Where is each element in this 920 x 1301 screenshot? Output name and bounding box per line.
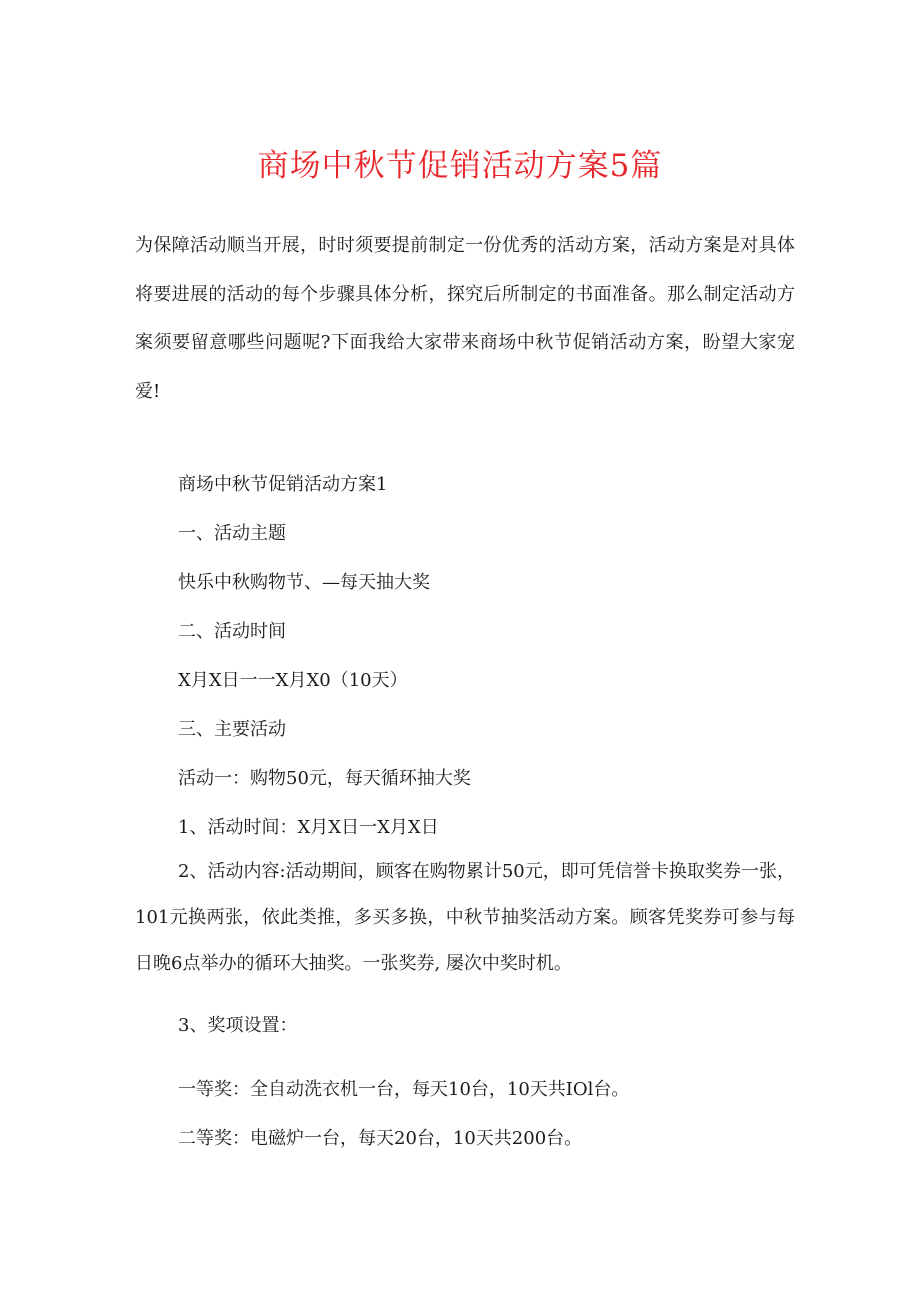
- activity-one-title: 活动一：购物50元，每天循环抽大奖: [178, 768, 471, 789]
- heading-time: 二、活动时间: [178, 621, 286, 642]
- heading-theme: 一、活动主题: [178, 523, 286, 544]
- second-prize-line: 二等奖：电磁炉一台，每天20台，10天共200台。: [178, 1128, 583, 1149]
- activity-time-item: 1、活动时间：X月X日一X月X日: [178, 817, 439, 838]
- heading-main-activities: 三、主要活动: [178, 719, 286, 740]
- first-prize-line: 一等奖：全自动洗衣机一台，每天10台，10天共IOl台。: [178, 1079, 630, 1100]
- activity-content-paragraph: 2、活动内容:活动期间，顾客在购物累计50元，即可凭信誉卡换取奖券一张，101元换两张，依此类推，多买多换，中秋节抽奖活动方案。顾客凭奖券可参与每日晚6点举办的循环大抽奖。一张奖券, 屡次中奖时机。: [135, 861, 795, 974]
- document-title: 商场中秋节促销活动方案5篇: [257, 148, 663, 184]
- prize-setting-item: 3、奖项设置：: [178, 1015, 298, 1036]
- theme-text: 快乐中秋购物节、—每天抽大奖: [178, 572, 430, 593]
- intro-paragraph: 为保障活动顺当开展，时时须要提前制定一份优秀的活动方案，活动方案是对具体将要进展的活动的每个步骤具体分析，探究后所制定的书面准备。那么制定活动方案须要留意哪些问题呢?下面我给大家带来商场中秋节促销活动方案，盼望大家宠爱!: [135, 235, 795, 402]
- time-text: X月X日一一X月X0（10天）: [178, 670, 408, 691]
- section-title: 商场中秋节促销活动方案1: [178, 474, 388, 495]
